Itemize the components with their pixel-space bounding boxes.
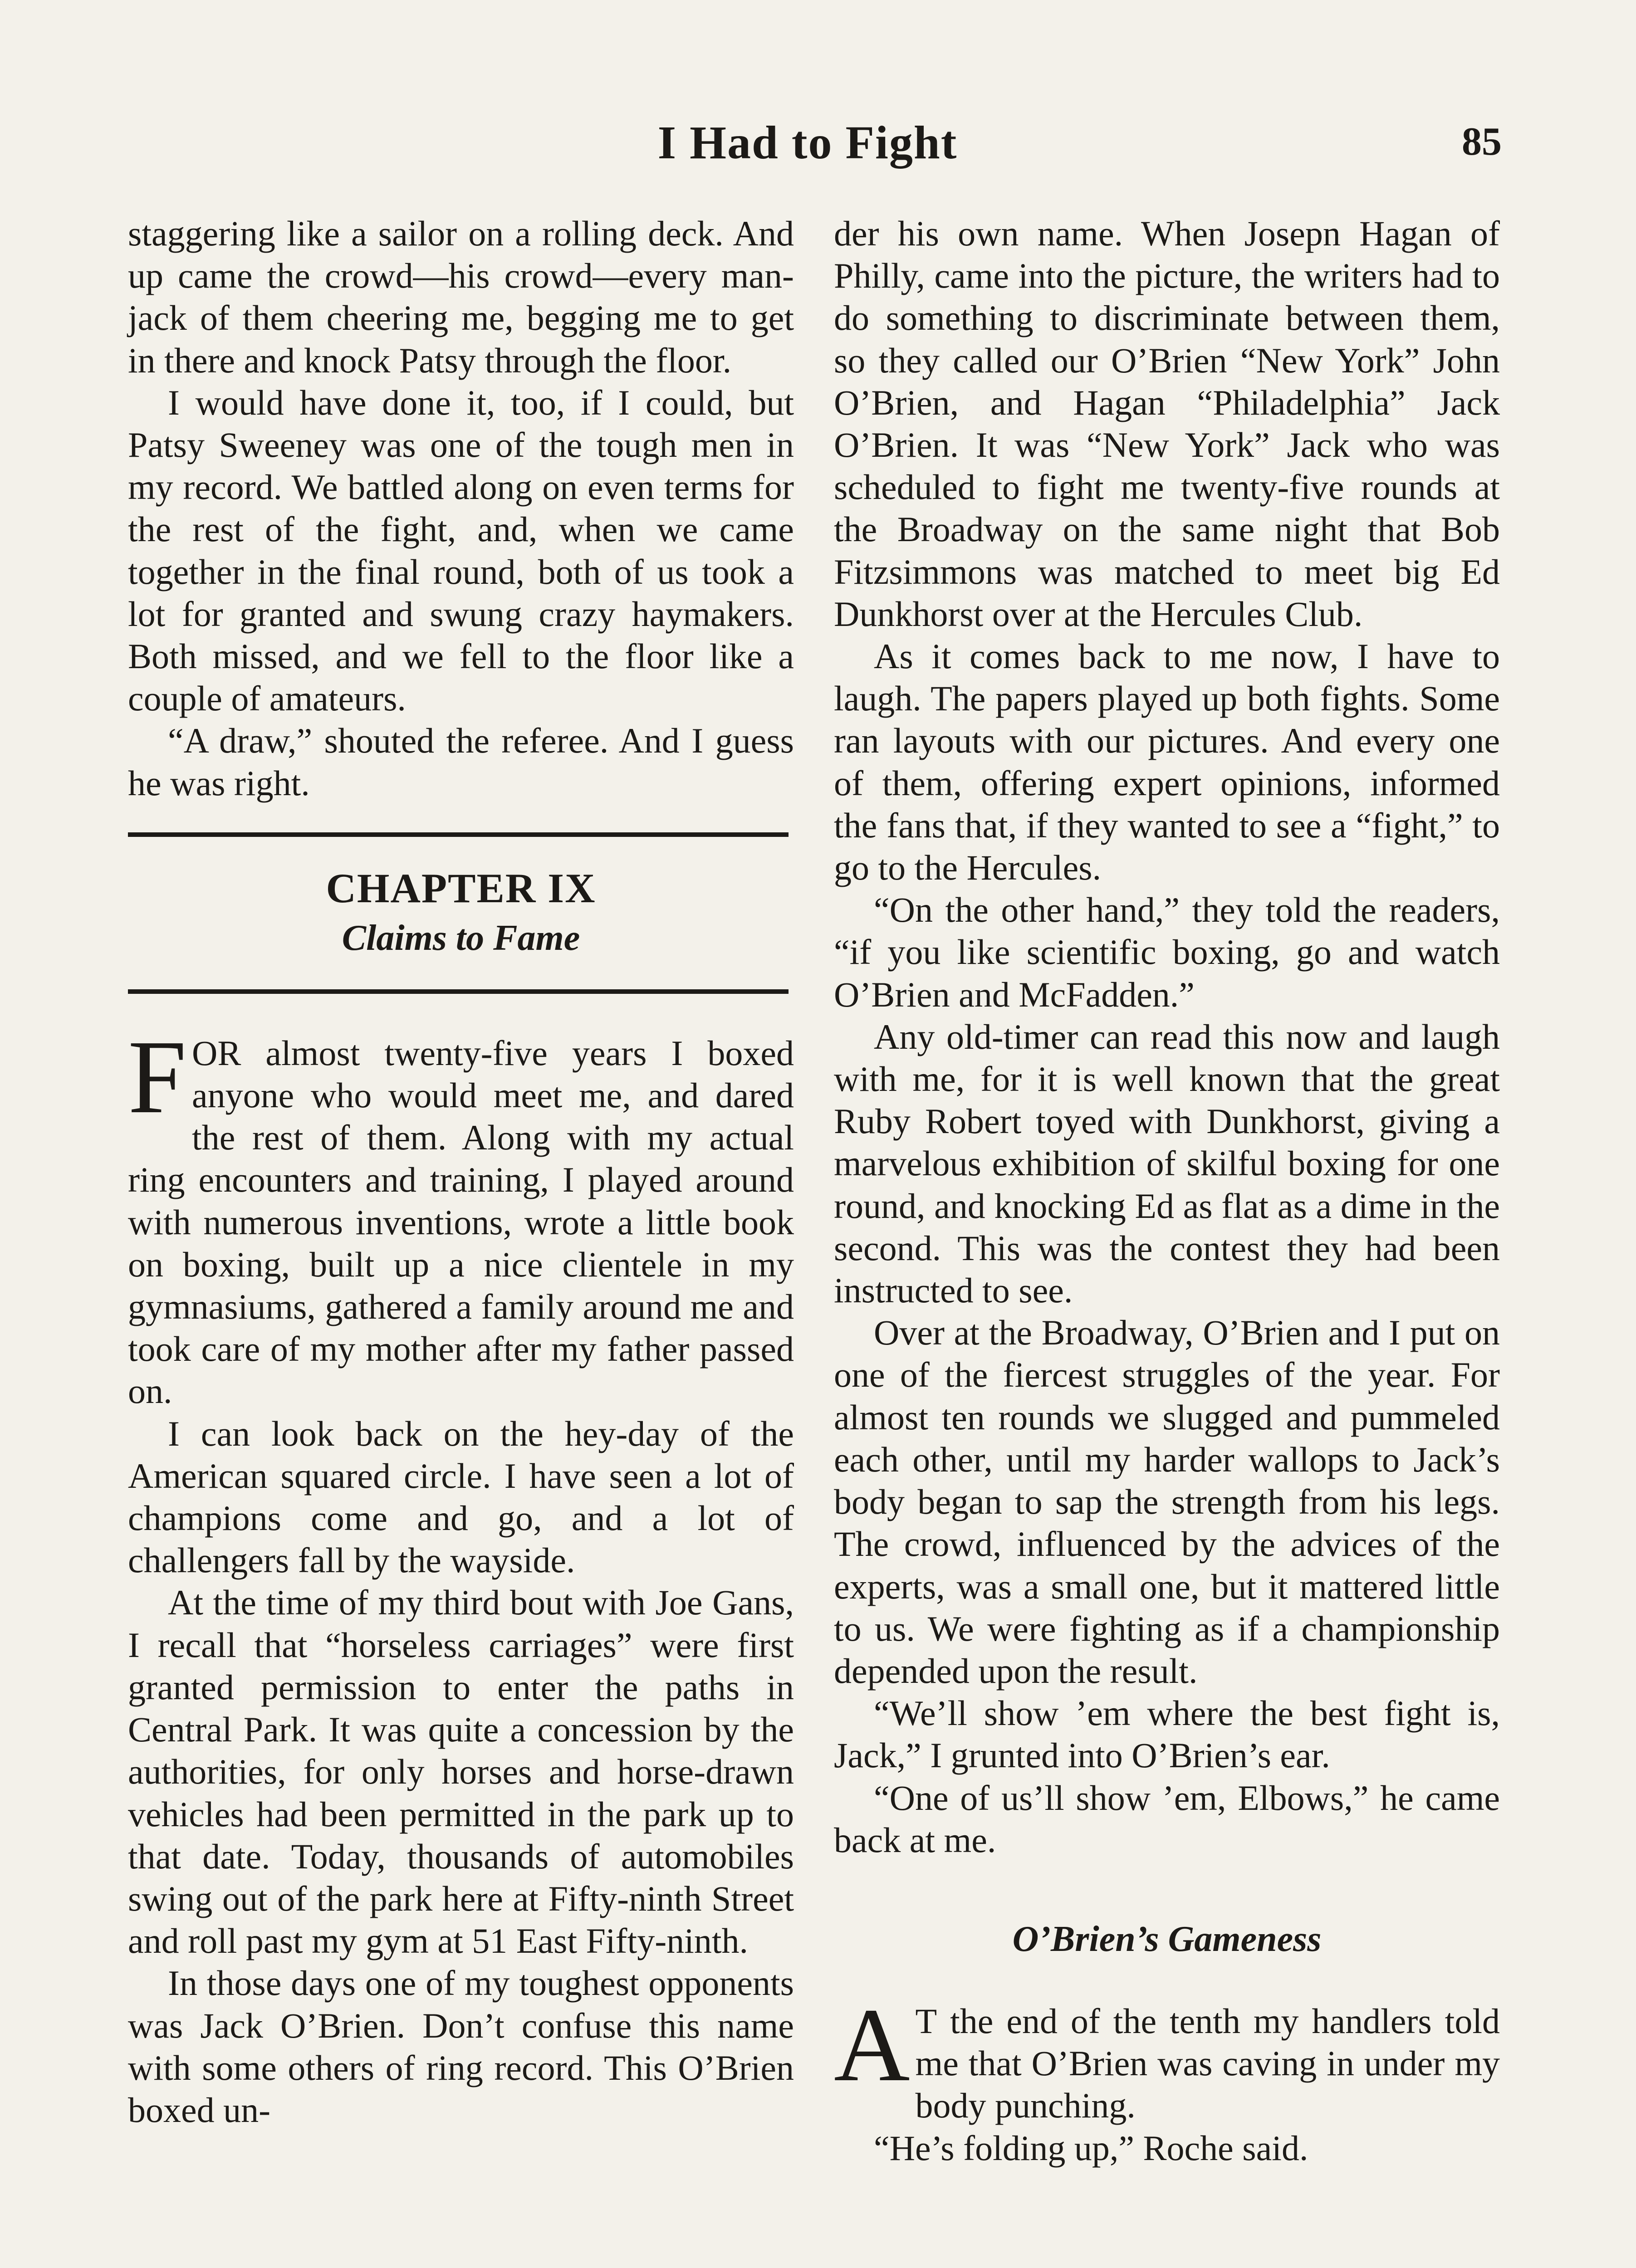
paragraph: der his own name. When Josepn Hagan of Philly, came into the picture, the writers had to do something to discriminate between them, so they called our O’Brien “New York” John O’Brien, and Hagan “Philadelphia” Jack O’Brien. It was “New York” Jack who was scheduled to fight me twenty-five rounds at the Broadway on the same night that Bob Fitzsimmons was matched to meet big Ed Dunkhorst over at the Hercules Club.: [834, 214, 1500, 634]
paragraph: “We’ll show ’em where the best fight is, Jack,” I grunted into O’Brien’s ear.: [834, 1693, 1500, 1775]
drop-cap: F: [128, 1018, 187, 1135]
paragraph: In those days one of my toughest opponents was Jack O’Brien. Don’t confuse this name with some others of ring record. This O’Brien boxed un-: [128, 1963, 794, 2130]
chapter-subtitle: Claims to Fame: [342, 918, 580, 958]
paragraph: I can look back on the hey-day of the American squared circle. I have seen a lot of champions come and go, and a lot of challengers fall by the wayside.: [128, 1413, 794, 1580]
chapter-rule-bottom: [128, 989, 789, 994]
page-number: 85: [1462, 120, 1502, 164]
drop-cap: A: [834, 1986, 910, 2103]
section-heading: O’Brien’s Gameness: [1012, 1919, 1322, 1959]
paragraph: Over at the Broadway, O’Brien and I put on one of the fiercest struggles of the year. For almost ten rounds we slugged and pummeled each other, until my harder wallops to Jack’s body began to sap the strength from his legs. The crowd, influenced by the advices of the experts, was a small one, but it mattered little to us. We were fighting as if a championship depended upon the result.: [834, 1313, 1500, 1691]
paragraph: staggering like a sailor on a rolling deck. And up came the crowd—his crowd—every man-jack of them cheering me, begging me to get in there and knock Patsy through the floor.: [128, 214, 794, 380]
chapter-rule-top: [128, 832, 789, 837]
lead-word: T: [915, 2001, 937, 2041]
paragraph: “He’s folding up,” Roche said.: [874, 2128, 1308, 2168]
left-column: [128, 212, 794, 2131]
paragraph: “On the other hand,” they told the readers, “if you like scientific boxing, go and watch O’Brien and McFadden.”: [834, 890, 1500, 1014]
running-title: I Had to Fight: [657, 117, 958, 169]
lead-word: OR: [192, 1033, 241, 1073]
paragraph: As it comes back to me now, I have to laugh. The papers played up both fights. Some ran layouts with our pictures. And every one of them, offering expert opinions, informed the fans that, if they wanted to see a “fight,” to go to the Hercules.: [834, 636, 1500, 888]
paragraph: I would have done it, too, if I could, but Patsy Sweeney was one of the tough men in my record. We battled along on even terms for the rest of the fight, and, when we came together in the final round, both of us took a lot for granted and swung crazy haymakers. Both missed, and we fell to the floor like a couple of amateurs.: [128, 382, 794, 719]
paragraph-text: the end of the tenth my handlers told me that O’Brien was caving in under my body punching.: [915, 2001, 1500, 2126]
paragraph: “One of us’ll show ’em, Elbows,” he came back at me.: [834, 1778, 1500, 1860]
paragraph: “A draw,” shouted the referee. And I guess he was right.: [128, 721, 794, 803]
paragraph: At the time of my third bout with Joe Gans, I recall that “horseless carriages” were first granted permission to enter the paths in Central Park. It was quite a concession by the authorities, for only horses and horse-drawn vehicles had been permitted in the park up to that date. Today, thousands of automobiles swing out of the park here at Fifty-ninth Street and roll past my gym at 51 East Fifty-ninth.: [128, 1583, 794, 1961]
dropcap-paragraph: [128, 1018, 794, 1413]
paragraph-text: almost twenty-five years I boxed anyone who would meet me, and dared the rest of them. Along with my actual ring encounters and training, I played around with numerous inventions, wrote a little book on boxing, built up a nice clientele in my gymnasiums, gathered a family around me and took care of my mother after my father passed on.: [128, 1033, 794, 1411]
dropcap-paragraph: [834, 1986, 1500, 2127]
chapter-title: CHAPTER IX: [326, 865, 596, 911]
paragraph: Any old-timer can read this now and laugh with me, for it is well known that the great Ruby Robert toyed with Dunkhorst, giving a marvelous exhibition of skilful boxing for one round, and knocking Ed as flat as a dime in the second. This was the contest they had been instructed to see.: [834, 1017, 1500, 1310]
right-column: [834, 212, 1500, 2169]
